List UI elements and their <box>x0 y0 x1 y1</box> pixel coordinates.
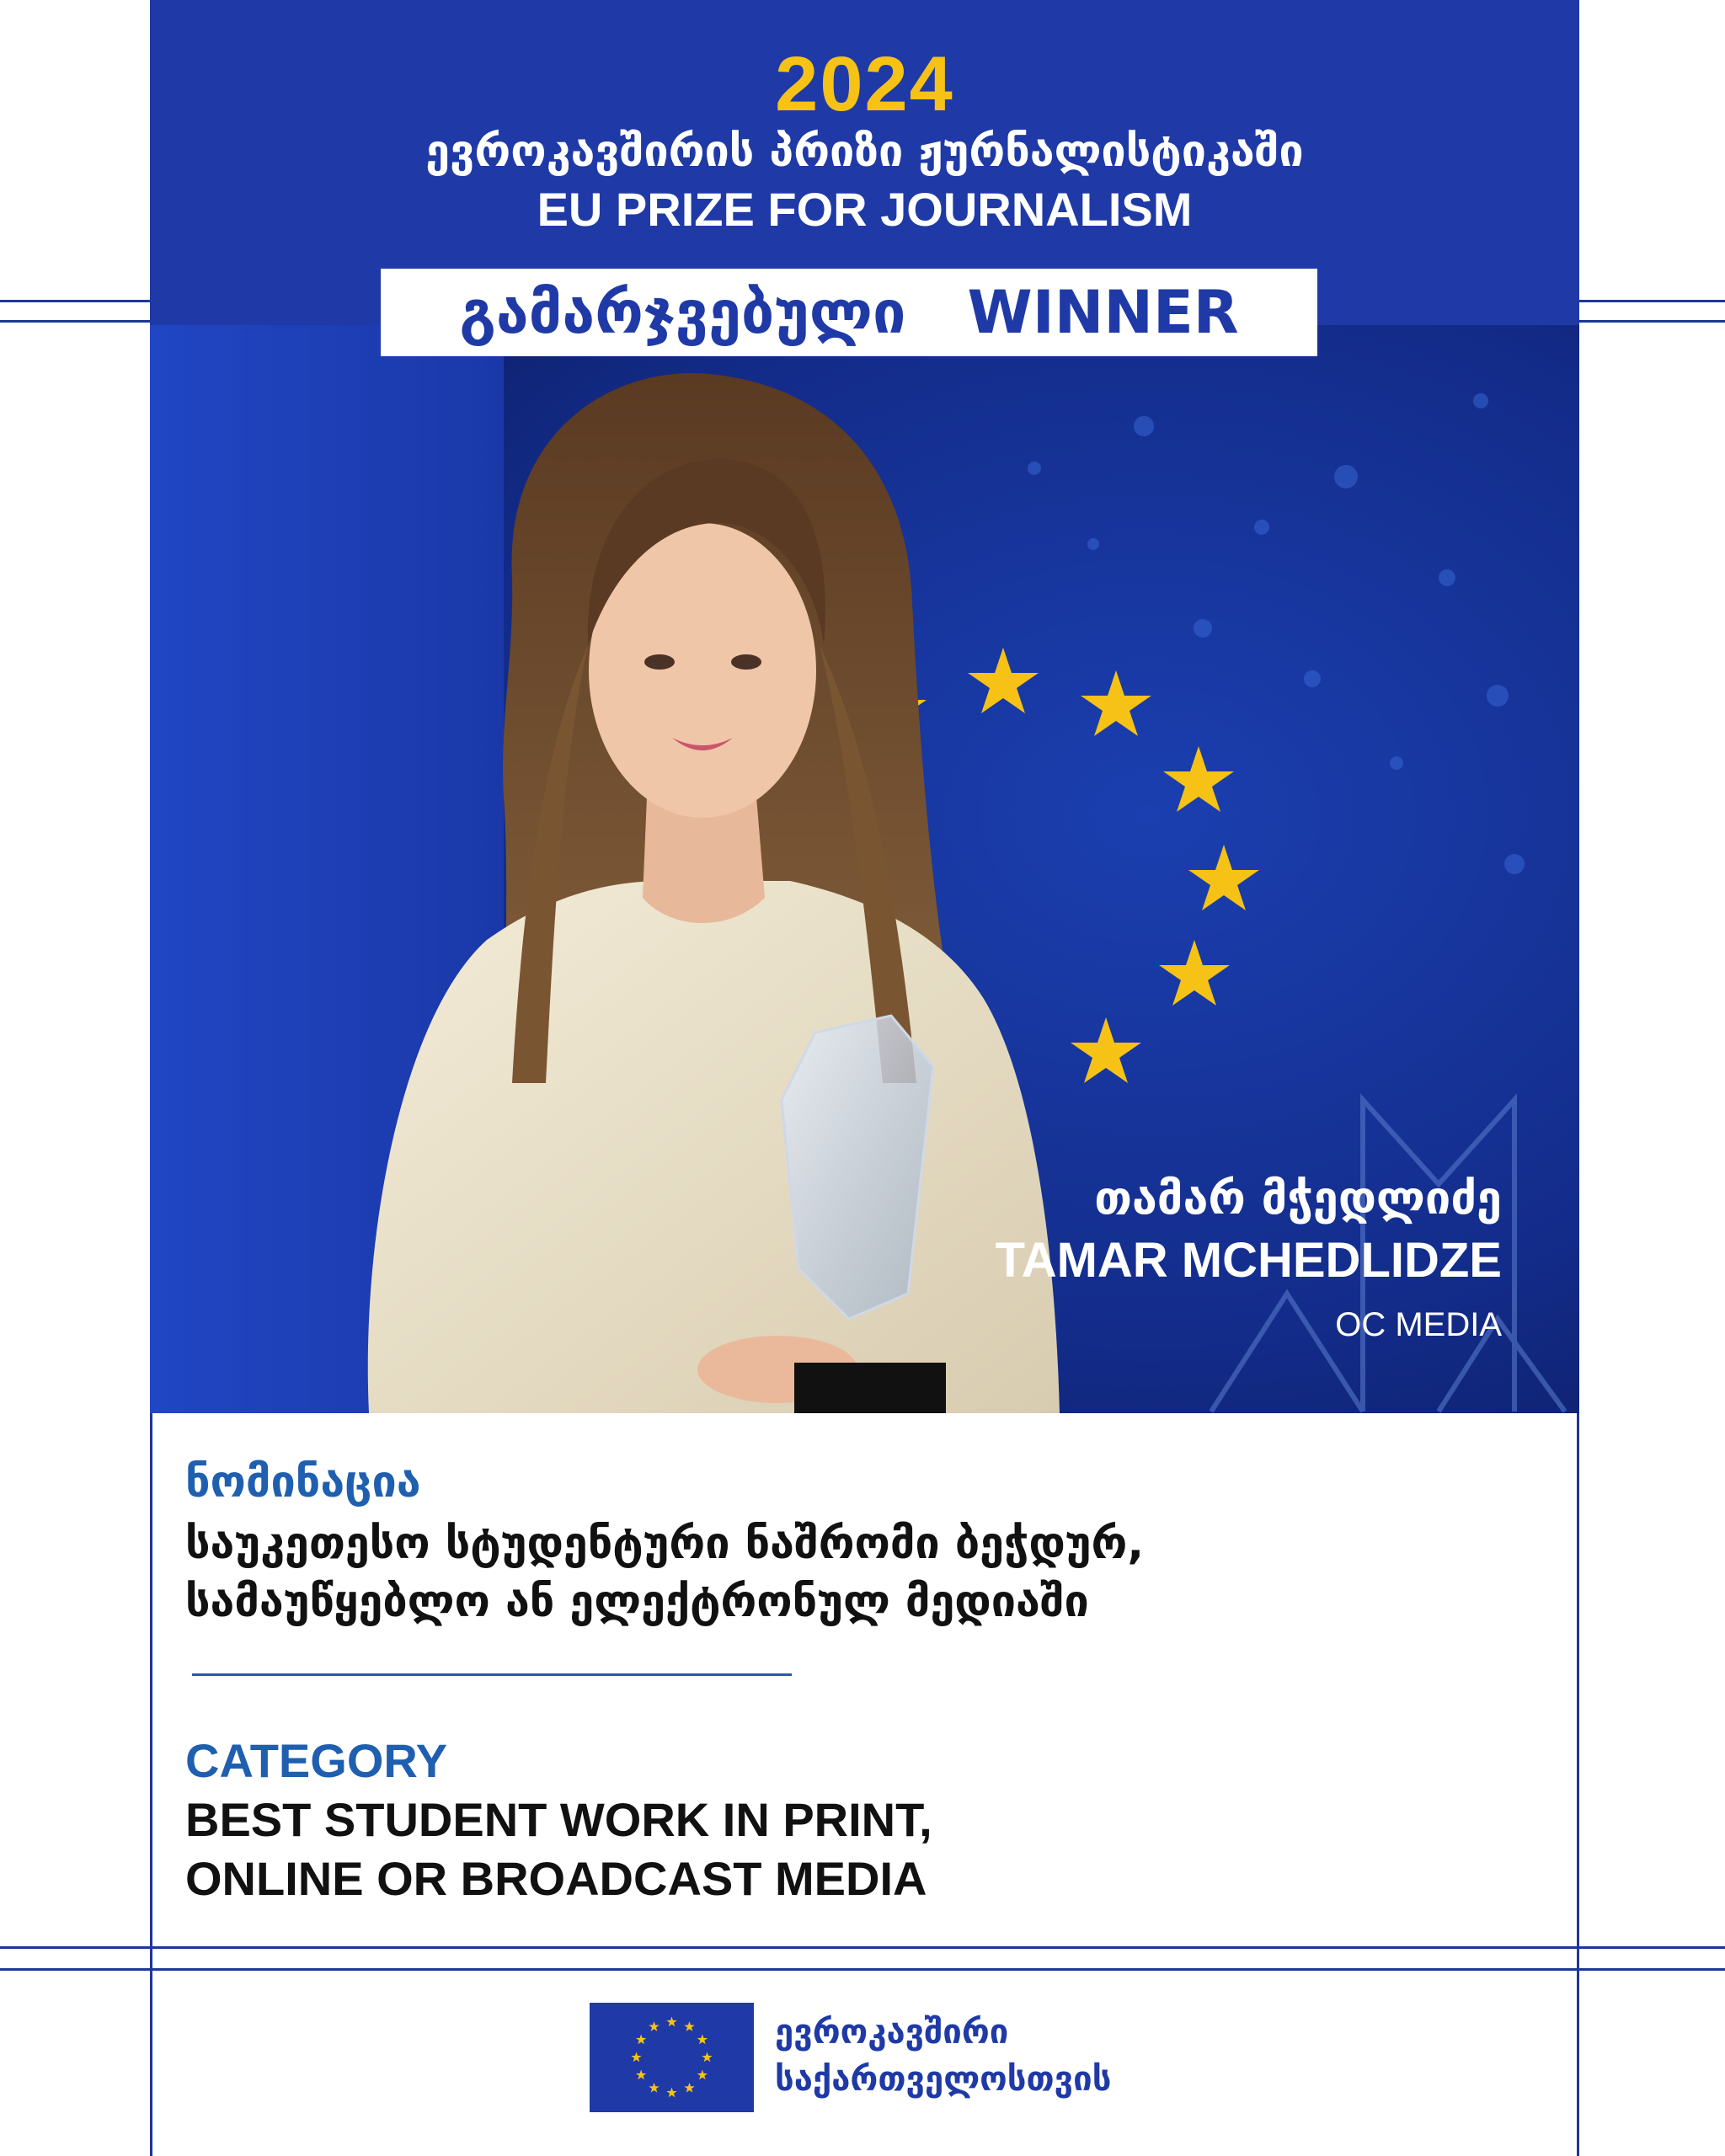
logo-text-line-1: ევროკავშირი <box>775 2013 1009 2052</box>
category-text-line-1: BEST STUDENT WORK IN PRINT, <box>185 1793 932 1846</box>
award-title-georgian: ევროკავშირის პრიზი ჟურნალისტიკაში <box>425 126 1304 177</box>
winner-badge <box>381 269 1317 356</box>
category-text-line-2: ONLINE OR BROADCAST MEDIA <box>185 1852 927 1905</box>
winner-badge-label: გამარჯვებული WINNER <box>459 278 1239 347</box>
winner-photo <box>150 325 1579 1413</box>
logo-text-line-2: საქართველოსთვის <box>775 2060 1112 2099</box>
nomination-text-line-1: საუკეთესო სტუდენტური ნაშრომი ბეჭდურ, <box>185 1518 1145 1569</box>
winner-name-english: TAMAR MCHEDLIDZE <box>995 1233 1502 1288</box>
section-divider <box>192 1673 792 1676</box>
frame-line-bottom-2 <box>0 1968 1725 1971</box>
award-year: 2024 <box>775 41 954 127</box>
award-title-english: EU PRIZE FOR JOURNALISM <box>537 183 1193 236</box>
nomination-label: ნომინაცია <box>185 1457 421 1508</box>
category-label: CATEGORY <box>185 1734 448 1787</box>
frame-line-bottom-1 <box>0 1946 1725 1949</box>
winner-name-georgian: თამარ მჭედლიძე <box>1094 1171 1502 1225</box>
winner-organization: OC MEDIA <box>1335 1306 1502 1343</box>
eu-flag-logo <box>590 2003 754 2112</box>
nomination-text-line-2: სამაუწყებლო ან ელექტრონულ მედიაში <box>185 1577 1089 1627</box>
